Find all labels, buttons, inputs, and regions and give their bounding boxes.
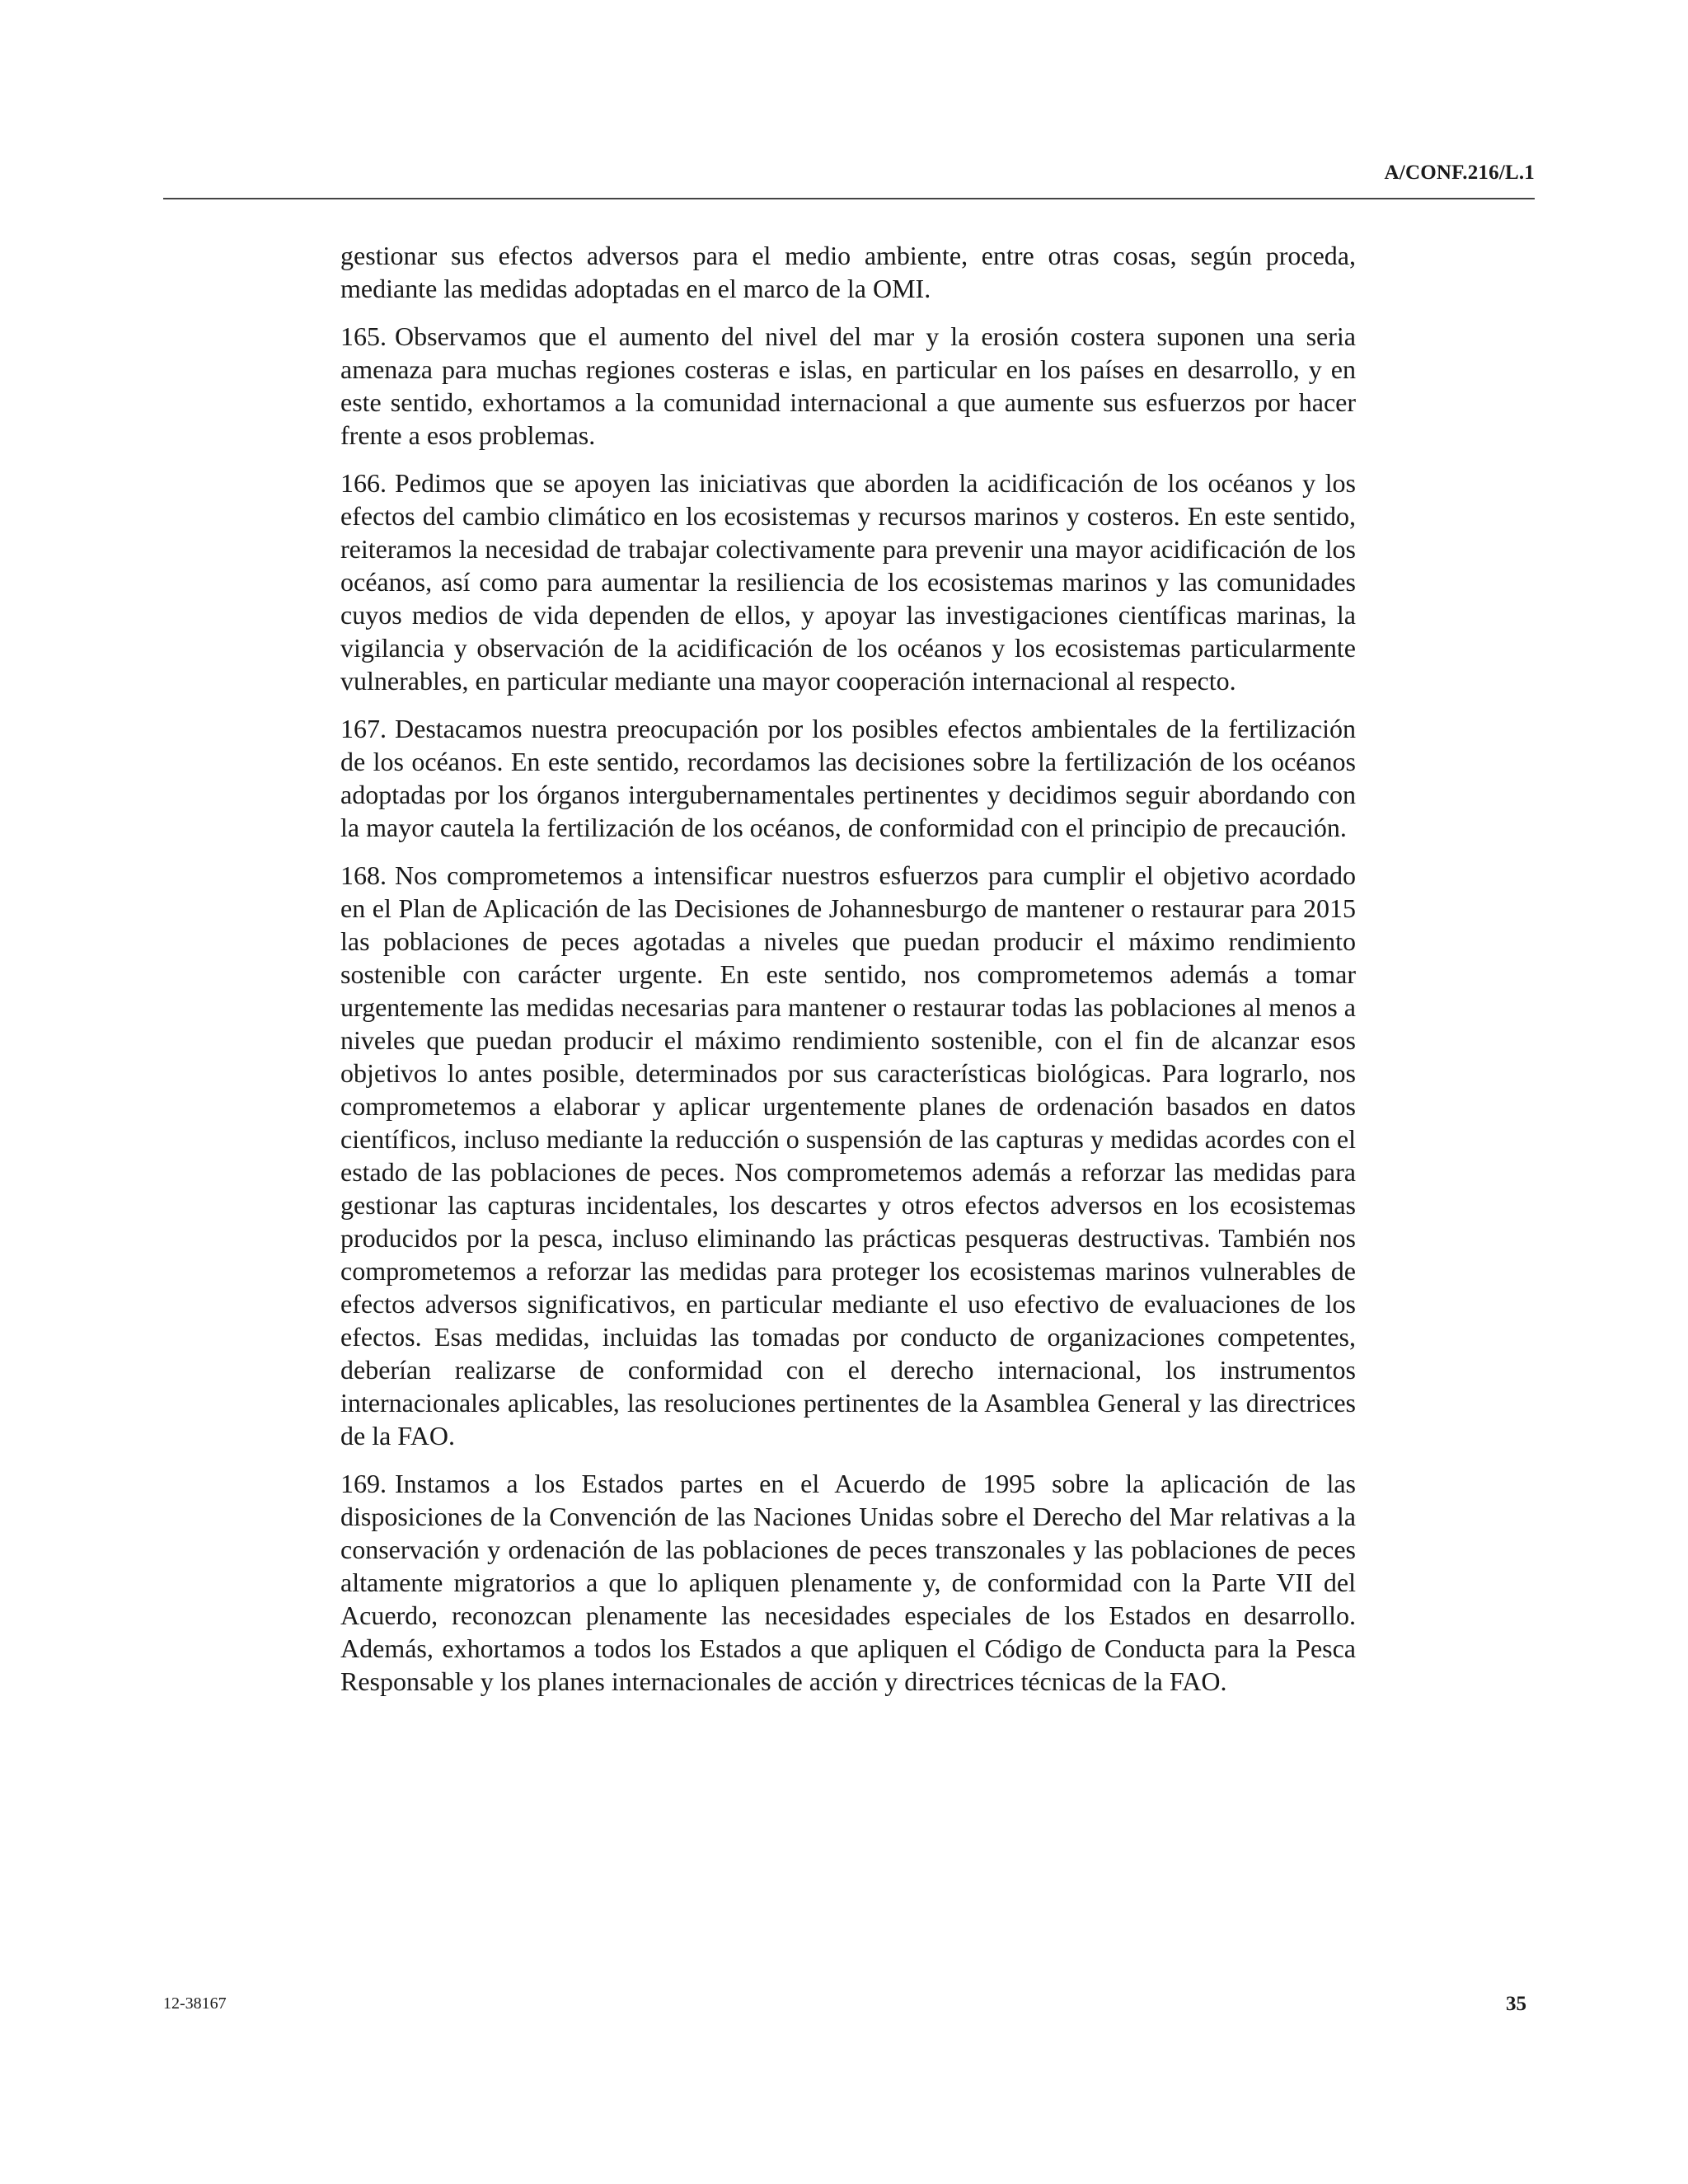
- paragraph-continuation: [340, 239, 1356, 305]
- paragraph-167: [340, 712, 1356, 844]
- paragraph-text: Nos comprometemos a intensificar nuestros esfuerzos para cumplir el objetivo acordado en el Plan de Aplicación de las Decisiones de Johannesburgo de mantener o restaurar para 2015 las poblaciones de peces agotadas a niveles que puedan producir el máximo rendimiento sostenible con carácter urgente. En este sentido, nos comprometemos además a tomar urgentemente las medidas necesarias para mantener o restaurar todas las poblaciones al menos a niveles que puedan producir el máximo rendimiento sostenible, con el fin de alcanzar esos objetivos lo antes posible, determinados por sus características biológicas. Para lograrlo, nos comprometemos a elaborar y aplicar urgentemente planes de ordenación basados en datos científicos, incluso mediante la reducción o suspensión de las capturas y medidas acordes con el estado de las poblaciones de peces. Nos comprometemos además a reforzar las medidas para gestionar las capturas incidentales, los descartes y otros efectos adversos en los ecosistemas producidos por la pesca, incluso eliminando las prácticas pesqueras destructivas. También nos comprometemos a reforzar las medidas para proteger los ecosistemas marinos vulnerables de efectos adversos significativos, en particular mediante el uso efectivo de evaluaciones de los efectos. Esas medidas, incluidas las tomadas por conducto de organizaciones competentes, deberían realizarse de conformidad con el derecho internacional, los instrumentos internacionales aplicables, las resoluciones pertinentes de la Asamblea General y las directrices de la FAO.: [340, 860, 1356, 1451]
- header-divider: [163, 198, 1535, 199]
- document-symbol: A/CONF.216/L.1: [1384, 162, 1535, 184]
- paragraph-text: Observamos que el aumento del nivel del mar y la erosión costera suponen una seria amenaza para muchas regiones costeras e islas, en particular en los países en desarrollo, y en este sentido, exhortamos a la comunidad internacional a que aumente sus esfuerzos por hacer frente a esos problemas.: [340, 321, 1356, 450]
- job-number: 12-38167: [163, 1994, 227, 2013]
- paragraph-number: 169.: [340, 1469, 387, 1498]
- paragraph-165: [340, 320, 1356, 452]
- paragraph-169: [340, 1467, 1356, 1698]
- paragraph-text: Instamos a los Estados partes en el Acuerdo de 1995 sobre la aplicación de las disposiciones de la Convención de las Naciones Unidas sobre el Derecho del Mar relativas a la conservación y ordenación de las poblaciones de peces transzonales y las poblaciones de peces altamente migratorios a que lo apliquen plenamente y, de conformidad con la Parte VII del Acuerdo, reconozcan plenamente las necesidades especiales de los Estados en desarrollo. Además, exhortamos a todos los Estados a que apliquen el Código de Conducta para la Pesca Responsable y los planes internacionales de acción y directrices técnicas de la FAO.: [340, 1469, 1356, 1696]
- paragraph-166: [340, 466, 1356, 697]
- paragraph-number: 168.: [340, 860, 387, 890]
- paragraph-168: [340, 859, 1356, 1452]
- document-body: [340, 239, 1356, 1713]
- paragraph-text: Destacamos nuestra preocupación por los posibles efectos ambientales de la fertilización de los océanos. En este sentido, recordamos las decisiones sobre la fertilización de los océanos adoptadas por los órganos intergubernamentales pertinentes y decidimos seguir abordando con la mayor cautela la fertilización de los océanos, de conformidad con el principio de precaución.: [340, 714, 1356, 842]
- paragraph-text: gestionar sus efectos adversos para el medio ambiente, entre otras cosas, según proceda, mediante las medidas adoptadas en el marco de la OMI.: [340, 241, 1356, 303]
- paragraph-number: 167.: [340, 714, 387, 743]
- paragraph-text: Pedimos que se apoyen las iniciativas que aborden la acidificación de los océanos y los efectos del cambio climático en los ecosistemas y recursos marinos y costeros. En este sentido, reiteramos la necesidad de trabajar colectivamente para prevenir una mayor acidificación de los océanos, así como para aumentar la resiliencia de los ecosistemas marinos y las comunidades cuyos medios de vida dependen de ellos, y apoyar las investigaciones científicas marinas, la vigilancia y observación de la acidificación de los océanos y los ecosistemas particularmente vulnerables, en particular mediante una mayor cooperación internacional al respecto.: [340, 468, 1356, 696]
- paragraph-number: 166.: [340, 468, 387, 498]
- paragraph-number: 165.: [340, 321, 387, 351]
- page-number: 35: [1506, 1993, 1526, 2015]
